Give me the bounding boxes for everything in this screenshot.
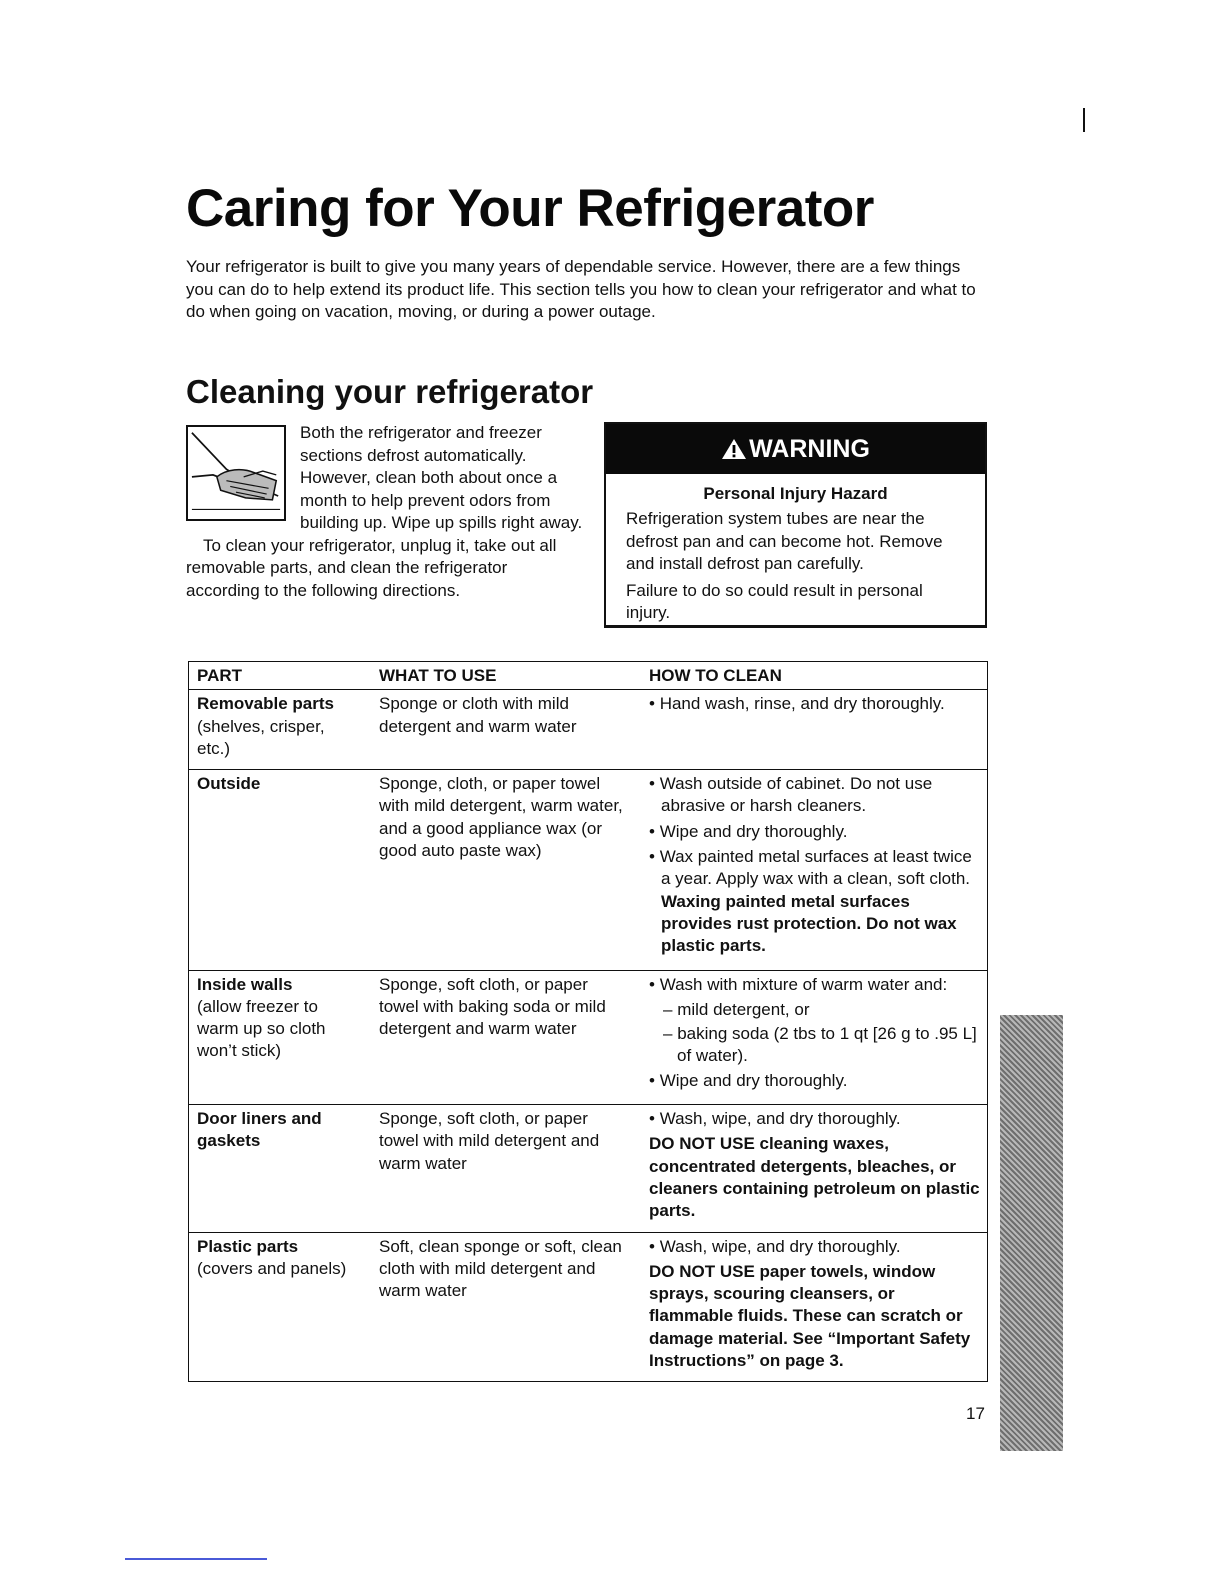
what-to-use-cell: Sponge, cloth, or paper towel with mild detergent, warm water, and a good appliance wax (or good auto paste wax) [365,770,635,970]
table-header-row [189,662,988,690]
header-part: PART [189,662,366,690]
part-name: Removable parts [197,694,334,714]
what-to-use-cell: Sponge, soft cloth, or paper towel with baking soda or mild detergent and warm water [365,970,635,1104]
warning-label: WARNING [749,434,870,463]
hand-wiping-icon [186,425,286,521]
footer-rule [125,1558,267,1560]
margin-mark [1083,108,1085,132]
table-row [189,970,988,1104]
header-what-to-use: WHAT TO USE [365,662,635,690]
warning-subtitle: Personal Injury Hazard [703,484,888,503]
cleaning-paragraph-1: Both the refrigerator and freezer sections defrost automatically. However, clean both about once a month to help prevent odors from building up. Wipe up spills right away. [300,423,583,532]
part-note: (covers and panels) [197,1258,347,1278]
how-bullet [649,846,983,957]
part-cell [189,1105,366,1232]
how-sub-item: – baking soda (2 tbs to 1 qt [26 g to .95 L] of water). [649,1023,983,1068]
how-bullet: • Wipe and dry thoroughly. [649,1070,983,1092]
table-row [189,690,988,770]
header-how-to-clean: HOW TO CLEAN [635,662,988,690]
how-warning-text: DO NOT USE paper towels, window sprays, scouring cleansers, or flammable fluids. These can scratch or damage material. See “Important Safety Instructions” on page 3. [649,1261,971,1371]
how-bullet: • Hand wash, rinse, and dry thoroughly. [649,693,983,715]
how-bullet: • Wash with mixture of warm water and: [649,974,983,996]
how-to-clean-cell [635,1232,988,1382]
part-name: Inside walls [197,974,293,994]
page-title: Caring for Your Refrigerator [186,179,874,238]
how-sub-item: – mild detergent, or [649,999,983,1021]
part-name: Plastic parts [197,1236,299,1256]
part-name: Door liners and gaskets [197,1109,322,1151]
how-bullet: • Wash, wipe, and dry thoroughly. [649,1108,983,1130]
part-cell [189,1232,366,1382]
how-to-clean-cell [635,690,988,770]
how-warning-text: DO NOT USE cleaning waxes, concentrated detergents, bleaches, or cleaners containing petroleum on plastic parts. [649,1134,980,1221]
how-bullet: • Wipe and dry thoroughly. [649,821,983,843]
page-number: 17 [966,1404,985,1423]
what-to-use-cell: Sponge, soft cloth, or paper towel with mild detergent and warm water [365,1105,635,1232]
how-bullet: • Wash, wipe, and dry thoroughly. [649,1236,983,1258]
cleaning-paragraph-2: To clean your refrigerator, unplug it, take out all removable parts, and clean the refrigerator according to the following directions. [186,535,557,600]
warning-text-1: Refrigeration system tubes are near the defrost pan and can become hot. Remove and install defrost pan carefully. [626,509,943,573]
how-to-clean-cell [635,770,988,970]
what-to-use-cell: Sponge or cloth with mild detergent and warm water [365,690,635,770]
warning-header [606,424,985,474]
how-bullet: • Wash outside of cabinet. Do not use abrasive or harsh cleaners. [649,773,983,818]
section-tab [1000,1015,1063,1451]
warning-text-2: Failure to do so could result in personal injury. [626,580,923,622]
part-note: (allow freezer to warm up so cloth won’t stick) [197,996,326,1061]
table-row [189,770,988,970]
how-bold-tail: Waxing painted metal surfaces provides rust protection. Do not wax plastic parts. [661,891,957,956]
how-to-clean-cell [635,970,988,1104]
how-bullet-text: Wax painted metal surfaces at least twice a year. Apply wax with a clean, soft cloth. [659,847,972,889]
part-note: (shelves, crisper, etc.) [197,716,325,758]
cleaning-table [188,661,988,1382]
section-heading: Cleaning your refrigerator [186,373,594,410]
what-to-use-cell: Soft, clean sponge or soft, clean cloth with mild detergent and warm water [365,1232,635,1382]
part-cell [189,690,366,770]
warning-box [604,422,987,628]
how-to-clean-cell [635,1105,988,1232]
table-row [189,1105,988,1232]
part-cell [189,770,366,970]
part-cell [189,970,366,1104]
cleaning-text [186,422,584,602]
warning-triangle-icon [721,438,747,460]
table-row [189,1232,988,1382]
part-name: Outside [197,774,261,794]
intro-paragraph: Your refrigerator is built to give you many years of dependable service. However, there are a few things you can do to help extend its product life. This section tells you how to clean your refrigerator and what to do when going on vacation, moving, or during a power outage. [186,257,976,321]
